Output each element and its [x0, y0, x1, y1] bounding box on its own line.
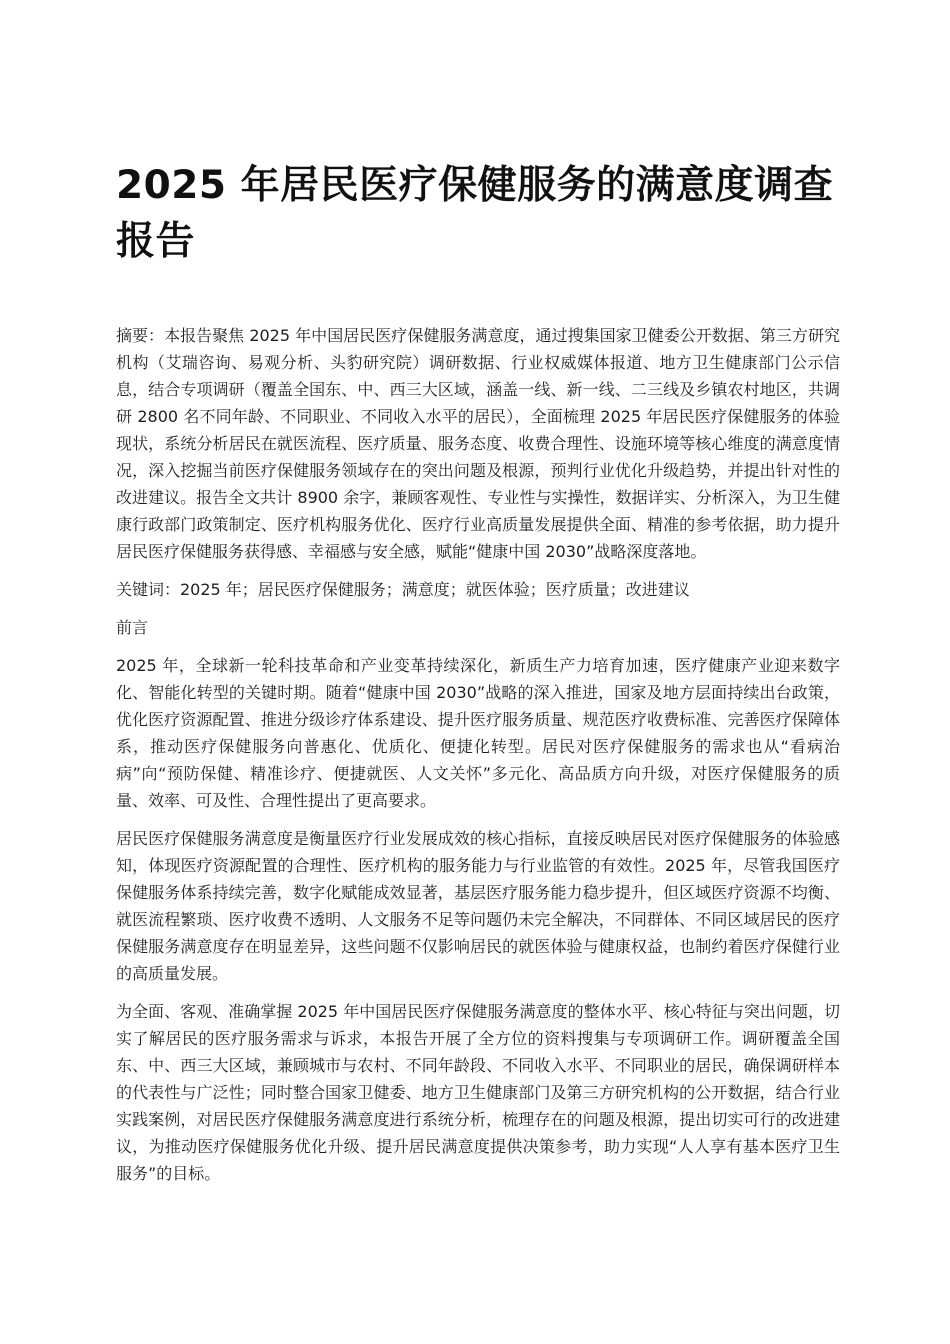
- preface-paragraph-2: 居民医疗保健服务满意度是衡量医疗行业发展成效的核心指标，直接反映居民对医疗保健服务的体验感知，体现医疗资源配置的合理性、医疗机构的服务能力与行业监管的有效性。2025 年，尽管我国医疗保健服务体系持续完善，数字化赋能成效显著，基层医疗服务能力稳步提升，但区域医疗资源不均衡、就医流程繁琐、医疗收费不透明、人文服务不足等问题仍未完全解决，不同群体、不同区域居民的医疗保健服务满意度存在明显差异，这些问题不仅影响居民的就医体验与健康权益，也制约着医疗保健行业的高质量发展。: [116, 829, 840, 983]
- document-title: 2025 年居民医疗保健服务的满意度调查报告: [116, 163, 834, 264]
- keywords-line: 关键词：2025 年；居民医疗保健服务；满意度；就医体验；医疗质量；改进建议: [116, 580, 690, 599]
- preface-heading: 前言: [116, 618, 149, 637]
- preface-paragraph-1: 2025 年，全球新一轮科技革命和产业变革持续深化，新质生产力培育加速，医疗健康产业迎来数字化、智能化转型的关键时期。随着“健康中国 2030”战略的深入推进，国家及地方层面持续出台政策，优化医疗资源配置、推进分级诊疗体系建设、提升医疗服务质量、规范医疗收费标准、完善医疗保障体系，推动医疗保健服务向普惠化、优质化、便捷化转型。居民对医疗保健服务的需求也从“看病治病”向“预防保健、精准诊疗、便捷就医、人文关怀”多元化、高品质方向升级，对医疗保健服务的质量、效率、可及性、合理性提出了更高要求。: [116, 656, 840, 810]
- abstract-paragraph: 摘要：本报告聚焦 2025 年中国居民医疗保健服务满意度，通过搜集国家卫健委公开数据、第三方研究机构（艾瑞咨询、易观分析、头豹研究院）调研数据、行业权威媒体报道、地方卫生健康部门公示信息，结合专项调研（覆盖全国东、中、西三大区域，涵盖一线、新一线、二三线及乡镇农村地区，共调研 2800 名不同年龄、不同职业、不同收入水平的居民），全面梳理 2025 年居民医疗保健服务的体验现状，系统分析居民在就医流程、医疗质量、服务态度、收费合理性、设施环境等核心维度的满意度情况，深入挖掘当前医疗保健服务领域存在的突出问题及根源，预判行业优化升级趋势，并提出针对性的改进建议。报告全文共计 8900 余字，兼顾客观性、专业性与实操性，数据详实、分析深入，为卫生健康行政部门政策制定、医疗机构服务优化、医疗行业高质量发展提供全面、精准的参考依据，助力提升居民医疗保健服务获得感、幸福感与安全感，赋能“健康中国 2030”战略深度落地。: [116, 326, 840, 561]
- document-page: [116, 158, 840, 1198]
- document-body: [116, 322, 840, 1187]
- preface-paragraph-3: 为全面、客观、准确掌握 2025 年中国居民医疗保健服务满意度的整体水平、核心特征与突出问题，切实了解居民的医疗服务需求与诉求，本报告开展了全方位的资料搜集与专项调研工作。调研覆盖全国东、中、西三大区域，兼顾城市与农村、不同年龄段、不同收入水平、不同职业的居民，确保调研样本的代表性与广泛性；同时整合国家卫健委、地方卫生健康部门及第三方研究机构的公开数据，结合行业实践案例，对居民医疗保健服务满意度进行系统分析，梳理存在的问题及根源，提出切实可行的改进建议，为推动医疗保健服务优化升级、提升居民满意度提供决策参考，助力实现“人人享有基本医疗卫生服务”的目标。: [116, 1002, 840, 1183]
